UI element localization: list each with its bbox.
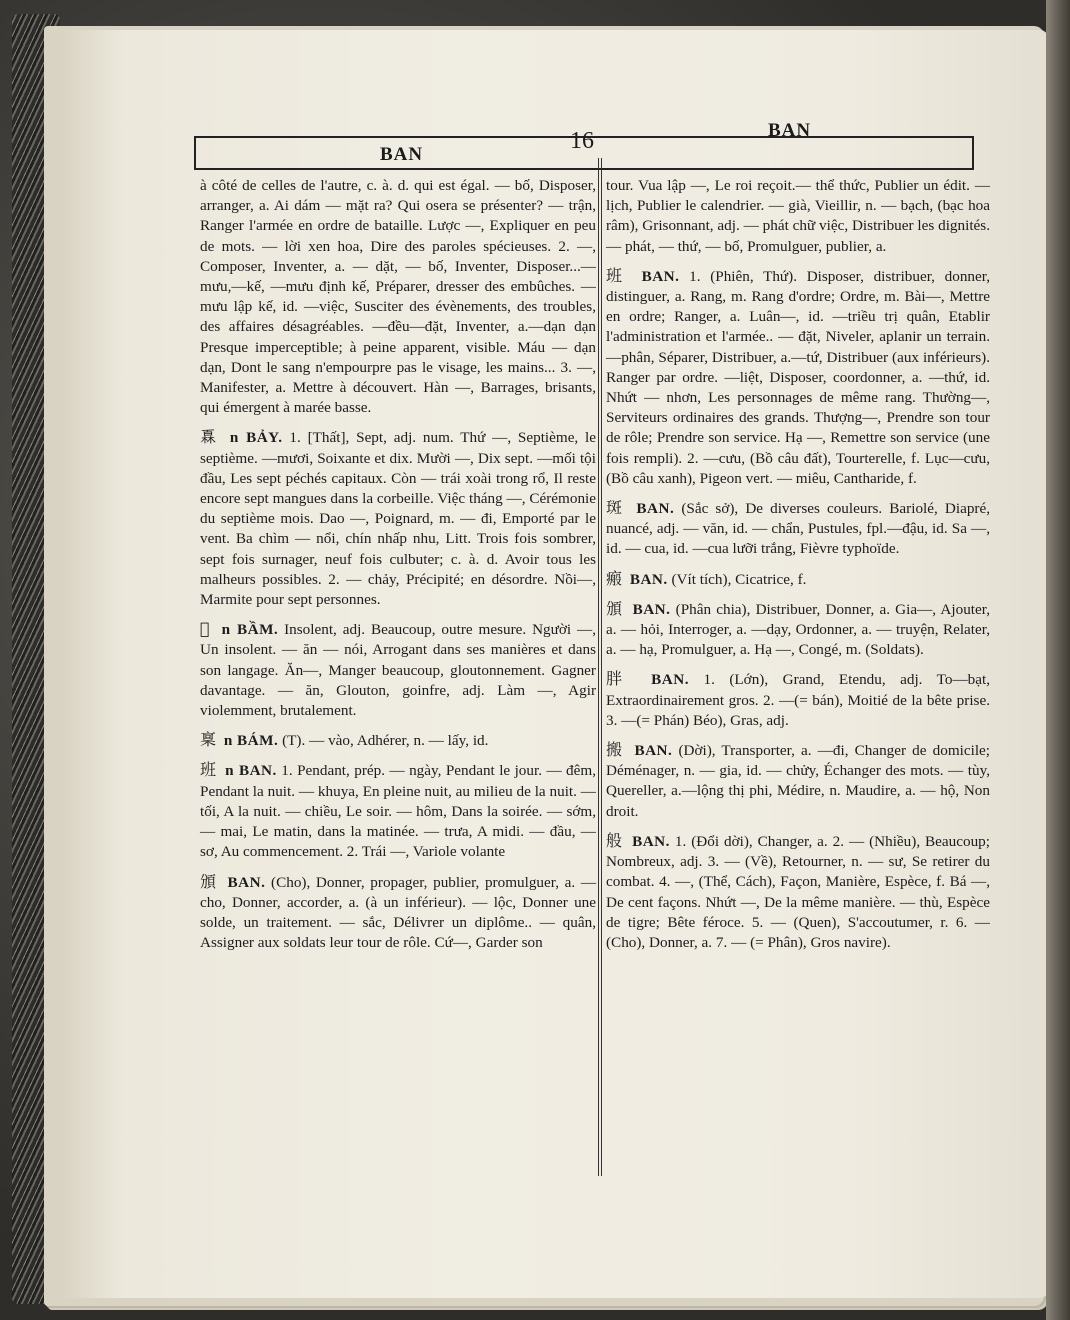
entry-headword: BAN. — [632, 600, 671, 618]
chinese-character: 搬 — [606, 740, 625, 760]
header-right-word: BAN — [768, 120, 812, 141]
dictionary-entry — [606, 740, 990, 822]
entry-headword: n BẦM. — [221, 621, 279, 639]
entry-text: (Sắc sở), De diverses couleurs. Bariolé, Diapré, nuancé, adj. — văn, id. — chẩn, Pustules, fpl.—đậu, id. Sa —, id. — cua, id. —cua lưỡi trắng, Fièvre typhoïde. — [606, 500, 991, 558]
chinese-character: 般 — [606, 830, 624, 850]
entry-headword: BAN. — [636, 500, 675, 518]
dictionary-entry — [606, 498, 990, 560]
entry-text: tour. Vua lập —, Le roi reçoit.— thể thức, Publier un édit. —lịch, Publier le calendrier. — già, Vieillir, n. — bạch, (bạc hoa râm), Grisonnant, adj. — phát chữ việc, Distribuer les dignités. — phát, — thứ, — bố, Promulguer, publier, a. — [606, 177, 990, 255]
dictionary-entry — [200, 760, 596, 862]
dictionary-entry — [606, 266, 990, 489]
chinese-character: 𠴍 — [200, 619, 212, 639]
dictionary-entry — [200, 872, 596, 954]
entry-text: (Vít tích), Cicatrice, f. — [671, 570, 807, 588]
entry-headword: n BẢY. — [229, 429, 283, 447]
header-left-word: BAN — [380, 144, 424, 165]
entry-headword: BAN. — [634, 742, 673, 760]
page-header — [194, 106, 974, 172]
entry-headword: n BAN. — [225, 762, 277, 780]
column-divider — [598, 158, 602, 1176]
dictionary-entry — [200, 427, 596, 610]
entry-headword: BAN. — [641, 267, 680, 285]
dictionary-entry — [200, 730, 596, 751]
chinese-character: 瘢 — [606, 568, 623, 588]
chinese-character: 頒 — [200, 871, 218, 891]
dictionary-entry — [606, 569, 990, 590]
entry-text: 1. (Lớn), Grand, Etendu, adj. To—bạt, Extraordinairement gros. 2. —(= bán), Moitié de la bête prise. 3. —(= Phán) Béo), Gras, adj. — [606, 671, 990, 729]
dictionary-entry — [606, 831, 990, 953]
chinese-character: 班 — [200, 760, 217, 780]
left-column — [200, 176, 596, 962]
entry-text: 1. (Phiên, Thứ). Disposer, distribuer, donner, distinguer, a. Rang, m. Rang d'ordre; Ordre, m. Bài—, Mettre en ordre; Ranger, a. Luân—, id. —triều trị quân, Etablir l'administration et l'armée.. — đặt, Niveler, aplanir un terrain. —phân, Séparer, Distribuer, a.—tứ, Distribuer (aux inférieurs). Ranger par ordre. —liệt, Disposer, coordonner, a. —thứ, id. Nhứt — nhơn, Les personnages de même rang. Thường—, Serviteurs ordinaires des grands. Thượng—, Prendre son tour de rôle; Prendre son service. Hạ —, Remettre son service (une fois rempli). 2. —cưu, (Bồ câu đất), Tourterelle, f. Lục—cưu, (Bồ câu xanh), Pigeon vert. — miêu, Cantharide, f. — [606, 267, 990, 487]
entry-text: 1. (Đổi dời), Changer, a. 2. — (Nhiều), Beaucoup; Nombreux, adj. 3. — (Về), Retourner, n. — sư, Se retirer du combat. 4. —, (Thể, Cách), Façon, Manière, Espèce, f. Bá —, De cent façons. Nhứt —, De la même manière. — thù, Espèce de tigre; Bête féroce. 5. — (Quen), S'accoutumer, r. 6. — (Cho), Donner, a. 7. — (= Phân), Gros navire). — [606, 832, 990, 951]
entry-headword: BAN. — [632, 832, 670, 850]
chinese-character: 胖 — [606, 669, 633, 689]
continued-entry — [200, 176, 596, 418]
entry-text: à côté de celles de l'autre, c. à. d. qui est égal. — bố, Disposer, arranger, a. Ai dám — mặt ra? Qui osera se présenter? — trận, Ranger l'armée en ordre de bataille. Lược —, Expliquer en peu de mots. — lời xen hoa, Dire des paroles spécieuses. 2. —, Composer, Inventer, a. — dặt, — bố, Inventer, Disposer...—mưu,—kế, —mưu định kế, Préparer, dresser des embûches. —mưu lập kế, id. —việc, Susciter des évènements, des troubles, des affaires désagréables. —đều—đặt, Inventer, a.—dạn dạn Presque imperceptible; à peine apparent, visible. Máu — dạn dạn, Dont le sang n'empourpre pas le visage, les mains... 3. —, Manifester, a. Mettre à découvert. Hàn —, Barrages, brisants, qui émergent à marée basse. — [200, 177, 596, 417]
entry-text: (Phân chia), Distribuer, Donner, a. Gia—, Ajouter, a. — hỏi, Interroger, a. —dạy, Ordonner, a. — truyện, Relater, a. — hạ, Promulguer, a. Hạ —, Congé, m. (Soldats). — [606, 600, 991, 659]
dictionary-entry — [606, 599, 990, 661]
entry-headword: BAN. — [629, 570, 668, 588]
right-column — [606, 176, 990, 962]
chinese-character: 班 — [606, 265, 628, 285]
entry-text: (Cho), Donner, propager, publier, promulguer, a. — cho, Donner, accorder, a. (à un inférieur). — lộc, Donner une solde, un traitement. — sắc, Délivrer un diplôme.. — quân, Assigner aux soldats leur tour de rôle. Cứ—, Garder son — [200, 873, 597, 952]
entry-text: (Dời), Transporter, a. —đi, Changer de domicile; Déménager, n. — gia, id. — chửy, Échanger des mots. — tùy, Quereller, a.—lộng thị phi, Médire, n. Maudire, a. — hộ, Non droit. — [606, 742, 990, 820]
dictionary-entry — [606, 669, 990, 731]
continued-entry — [606, 176, 990, 257]
chinese-character: 稟 — [200, 730, 217, 750]
chinese-character: 𤾓 — [200, 427, 220, 447]
entry-headword: n BÁM. — [223, 732, 279, 750]
chinese-character: 斑 — [606, 498, 626, 518]
dictionary-entry — [200, 619, 596, 721]
page-number: 16 — [570, 128, 594, 154]
entry-text: 1. Pendant, prép. — ngày, Pendant le jour. — đêm, Pendant la nuit. — khuya, En pleine nuit, au milieu de la nuit. — tối, A la nuit. — chiều, Le soir. — hôm, Dans la soirée. — sớm, — mai, Le matin, dans la matinée. — trưa, A midi. — đầu, — sơ, Au commencement. 2. Trái —, Variole volante — [200, 762, 597, 861]
entry-headword: BAN. — [651, 671, 690, 689]
entry-headword: BAN. — [227, 873, 266, 891]
book-right-edge — [1046, 0, 1070, 1320]
chinese-character: 頒 — [606, 598, 624, 618]
entry-text: Insolent, adj. Beaucoup, outre mesure. Người —, Un insolent. — ăn — nói, Arrogant dans ses manières et dans son langage. Ăn—, Manger beaucoup, gloutonnement. Gagner davantage. — ăn, Glouton, goinfre, adj. Làm —, Agir violemment, brutalement. — [200, 621, 596, 720]
entry-text: (T). — vào, Adhérer, n. — lấy, id. — [282, 732, 489, 750]
entry-text: 1. [Thất], Sept, adj. num. Thứ —, Septième, le septième. —mươi, Soixante et dix. Mười —, Dix sept. —mối tội đầu, Les sept péchés capitaux. Còn — trái xoài trong rổ, Il reste encore sept mangues dans la corbeille. Việc tháng —, Cérémonie du septième mois. Dao —, Poignard, m. — đi, Emporté par le vent. Ba chìm — nổi, chín nhấp nhu, Litt. Trois fois sombrer, sept fois surnager, neuf fois culbuter; c. à. d. Avoir tous les malheurs possibles. 2. — chảy, Précipité; en désordre. Nồi—, Marmite pour sept personnes. — [200, 429, 596, 609]
